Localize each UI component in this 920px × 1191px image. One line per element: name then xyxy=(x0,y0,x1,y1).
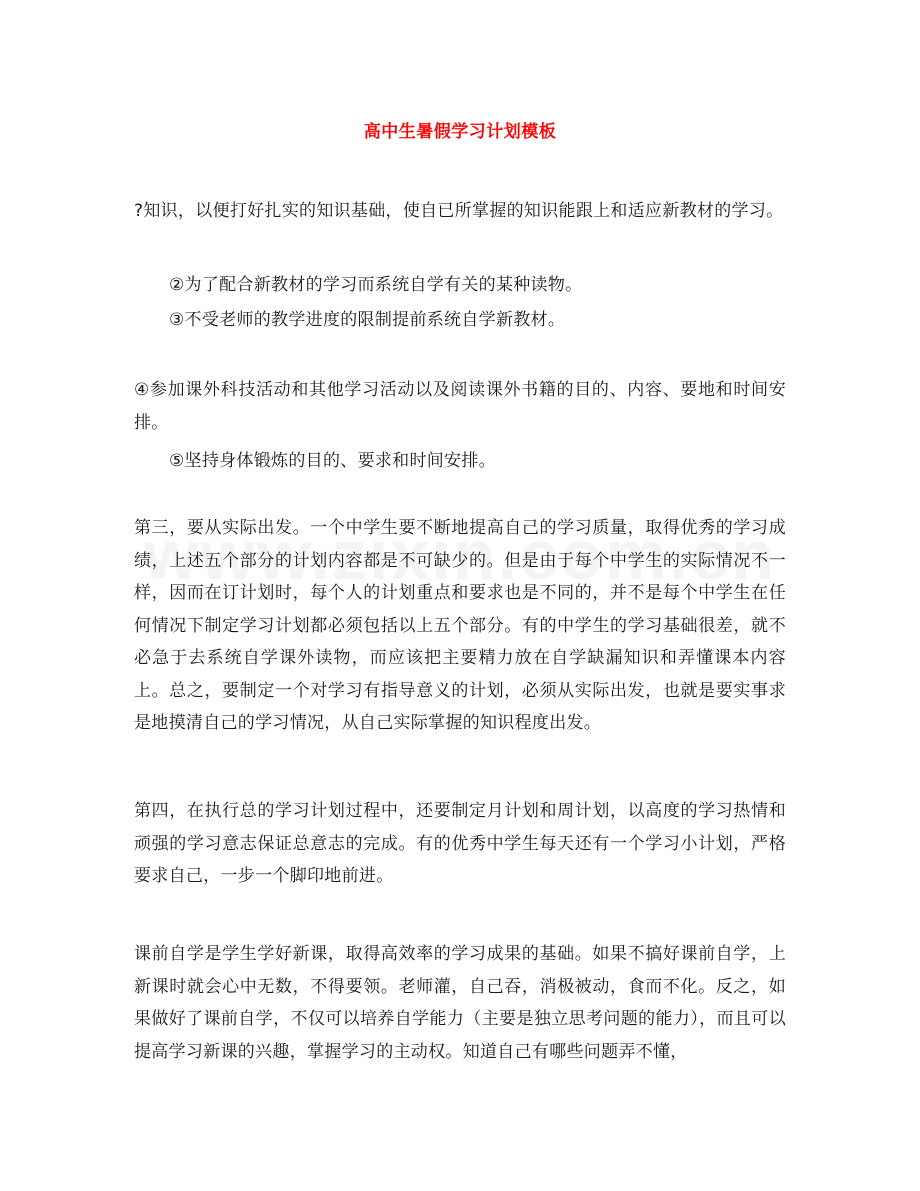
paragraph-preview-study: 课前自学是学生学好新课，取得高效率的学习成果的基础。如果不搞好课前自学，上新课时就会心中无数，不得要领。老师灌，自己吞，消极被动，食而不化。反之，如果做好了课前自学，不仅可以培养自学能力（主要是独立思考问题的能力），而且可以提高学习新课的兴趣，掌握学习的主动权。知道自己有哪些问题弄不懂， xyxy=(134,944,786,1062)
paragraph-third: 第三，要从实际出发。一个中学生要不断地提高自己的学习质量，取得优秀的学习成绩，上述五个部分的计划内容都是不可缺少的。但是由于每个中学生的实际情况不一样，因而在订计划时，每个人的计划重点和要求也是不同的，并不是每个中学生在任何情况下制定学习计划都必须包括以上五个部分。有的中学生的学习基础很差，就不必急于去系统自学课外读物，而应该把主要精力放在自学缺漏知识和弄懂课本内容上。总之，要制定一个对学习有指导意义的计划，必须从实际出发，也就是要实事求是地摸清自己的学习情况，从自己实际掌握的知识程度出发。 xyxy=(134,518,786,733)
list-item-2: ②为了配合新教材的学习而系统自学有关的某种读物。 xyxy=(169,275,583,295)
list-item-3: ③不受老师的教学进度的限制提前系统自学新教材。 xyxy=(169,310,566,330)
paragraph-fourth: 第四，在执行总的学习计划过程中，还要制定月计划和周计划，以高度的学习热情和顽强的学习意志保证总意志的完成。有的优秀中学生每天还有一个学习小计划，严格要求自己，一步一个脚印地前进。 xyxy=(134,801,786,886)
paragraph-knowledge: ?知识，以便打好扎实的知识基础，使自已所掌握的知识能跟上和适应新教材的学习。 xyxy=(134,201,784,221)
list-item-4: ④参加课外科技活动和其他学习活动以及阅读课外书籍的目的、内容、要地和时间安排。 xyxy=(134,380,786,433)
list-item-5: ⑤坚持身体锻炼的目的、要求和时间安排。 xyxy=(169,451,496,471)
document-title: 高中生暑假学习计划模板 xyxy=(363,122,557,142)
